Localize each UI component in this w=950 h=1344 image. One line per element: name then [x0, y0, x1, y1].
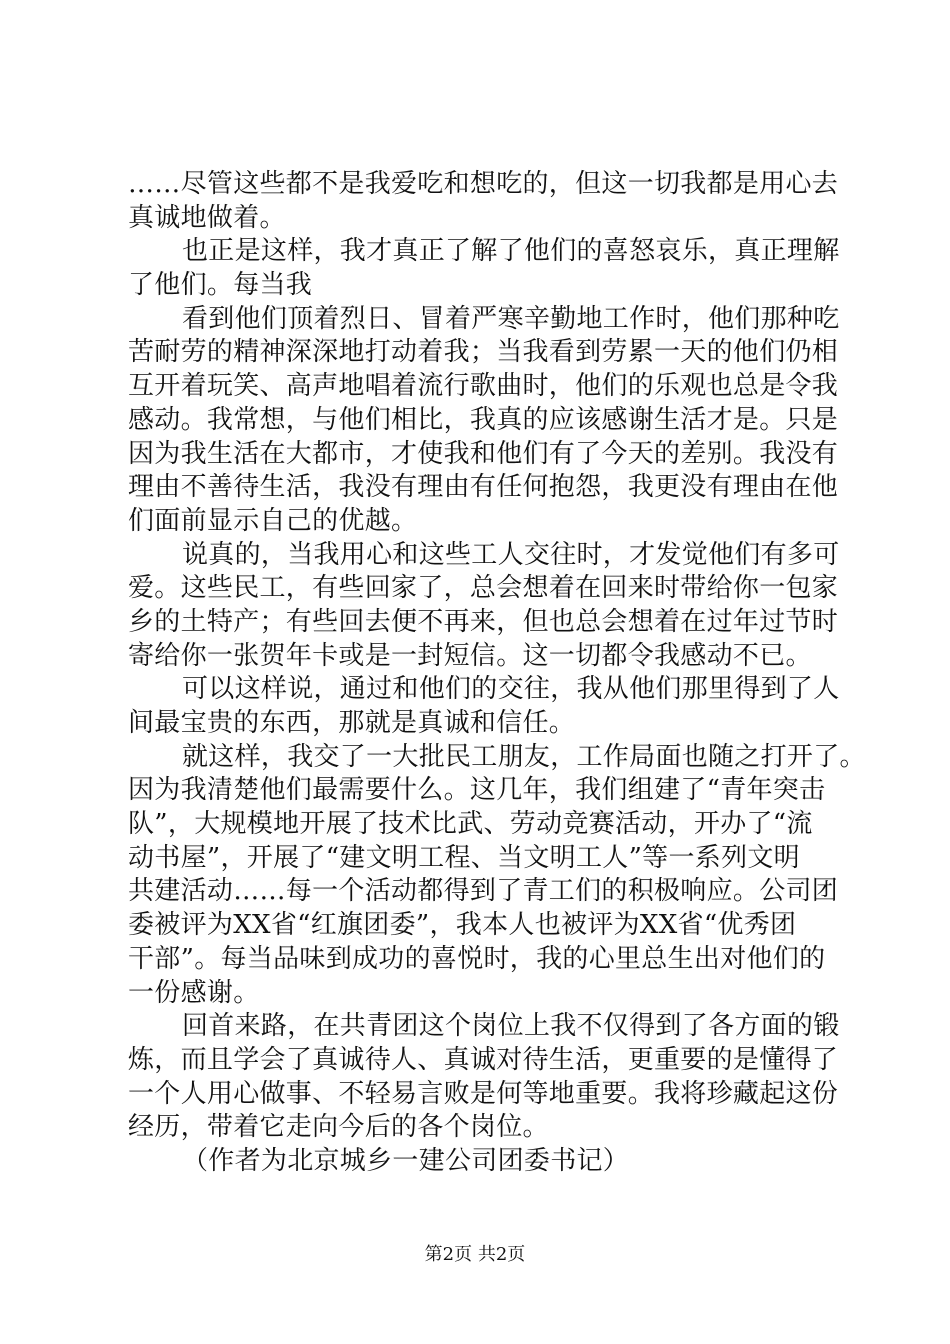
paragraph-start-line: 看到他们顶着烈日、冒着严寒辛勤地工作时，他们那种吃	[182, 303, 840, 334]
text-line: 理由不善待生活，我没有理由有任何抱怨，我更没有理由在他	[128, 472, 839, 503]
text-line: 苦耐劳的精神深深地打动着我；当我看到劳累一天的他们仍相	[128, 337, 839, 368]
text-line: 了他们。每当我	[128, 270, 313, 301]
text-line: 一个人用心做事、不轻易言败是何等地重要。我将珍藏起这份	[128, 1078, 839, 1109]
page-number-footer: 第2页 共2页	[424, 1244, 526, 1265]
paragraph-start-line: 就这样，我交了一大批民工朋友，工作局面也随之打开了。	[182, 741, 866, 772]
paragraph-start-line: 可以这样说，通过和他们的交往，我从他们那里得到了人	[182, 674, 840, 705]
text-line: 因为我生活在大都市，才使我和他们有了今天的差别。我没有	[128, 438, 839, 469]
text-line: 间最宝贵的东西，那就是真诚和信任。	[128, 708, 576, 738]
paragraph-start-line: 也正是这样，我才真正了解了他们的喜怒哀乐，真正理解	[182, 236, 840, 267]
text-line: 队”，大规模地开展了技术比武、劳动竞赛活动，开办了“流	[128, 809, 813, 840]
text-line: 干部”。每当品味到成功的喜悦时，我的心里总生出对他们的	[128, 943, 826, 974]
paragraph-start-line: 说真的，当我用心和这些工人交往时，才发觉他们有多可	[182, 539, 840, 570]
author-byline: （作者为北京城乡一建公司团委书记）	[182, 1145, 630, 1176]
text-line: 经历，带着它走向今后的各个岗位。	[128, 1112, 549, 1143]
text-line: 真诚地做着。	[128, 202, 286, 233]
text-line: 动书屋”，开展了“建文明工程、当文明工人”等一系列文明	[128, 842, 800, 873]
text-line: 因为我清楚他们最需要什么。这几年，我们组建了“青年突击	[128, 775, 826, 806]
text-line: 委被评为XX省“红旗团委”，我本人也被评为XX省“优秀团	[128, 910, 797, 941]
text-line: 乡的土特产；有些回去便不再来，但也总会想着在过年过节时	[128, 606, 839, 637]
text-line: 们面前显示自己的优越。	[128, 505, 418, 536]
text-line: ……尽管这些都不是我爱吃和想吃的，但这一切我都是用心去	[128, 169, 839, 199]
text-line: 互开着玩笑、高声地唱着流行歌曲时，他们的乐观也总是令我	[128, 371, 839, 402]
text-line: 寄给你一张贺年卡或是一封短信。这一切都令我感动不已。	[128, 640, 812, 671]
text-line: 炼，而且学会了真诚待人、真诚对待生活，更重要的是懂得了	[128, 1044, 839, 1075]
document-body	[128, 168, 866, 1179]
paragraph-start-line: 回首来路，在共青团这个岗位上我不仅得到了各方面的锻	[182, 1011, 840, 1042]
text-line: 共建活动……每一个活动都得到了青工们的积极响应。公司团	[128, 876, 839, 907]
text-line: 爱。这些民工，有些回家了，总会想着在回来时带给你一包家	[128, 573, 839, 604]
text-line: 一份感谢。	[128, 977, 260, 1008]
text-line: 感动。我常想，与他们相比，我真的应该感谢生活才是。只是	[128, 404, 839, 435]
